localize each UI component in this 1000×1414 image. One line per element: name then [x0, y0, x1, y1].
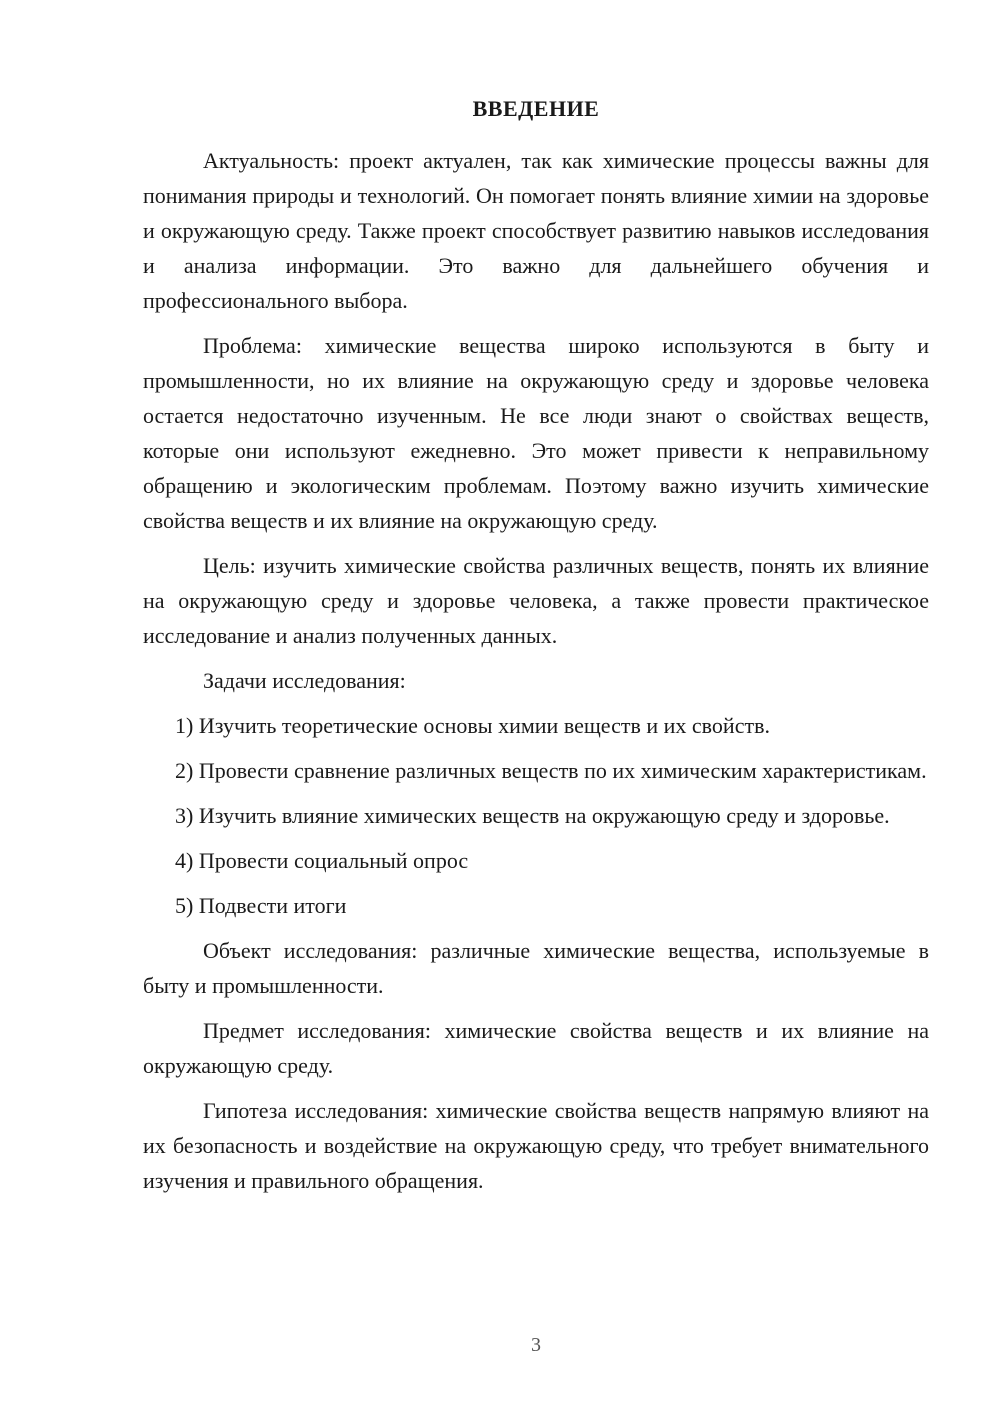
page-number: 3 [531, 1334, 541, 1356]
task-item-2: 2) Провести сравнение различных веществ по их химическим характеристикам. [175, 758, 927, 783]
task-item-3: 3) Изучить влияние химических веществ на окружающую среду и здоровье. [175, 803, 890, 828]
task-item-1: 1) Изучить теоретические основы химии веществ и их свойств. [175, 713, 770, 738]
tasks-heading: Задачи исследования: [203, 668, 406, 693]
paragraph-subject: Предмет исследования: химические свойства веществ и их влияние на окружающую среду. [143, 1018, 929, 1078]
paragraph-hypothesis: Гипотеза исследования: химические свойства веществ напрямую влияют на их безопасность и воздействие на окружающую среду, что требует внимательного изучения и правильного обращения. [143, 1098, 929, 1193]
paragraph-relevance: Актуальность: проект актуален, так как химические процессы важны для понимания природы и технологий. Он помогает понять влияние химии на здоровье и окружающую среду. Также проект способствует развитию навыков исследования и анализа информации. Это важно для дальнейшего обучения и профессионального выбора. [143, 148, 929, 313]
task-item-4: 4) Провести социальный опрос [175, 848, 469, 873]
section-title: ВВЕДЕНИЕ [472, 96, 600, 121]
paragraph-object: Объект исследования: различные химические вещества, используемые в быту и промышленности. [143, 938, 929, 998]
paragraph-goal: Цель: изучить химические свойства различных веществ, понять их влияние на окружающую среду и здоровье человека, а также провести практическое исследование и анализ полученных данных. [143, 553, 929, 648]
paragraph-problem: Проблема: химические вещества широко используются в быту и промышленности, но их влияние на окружающую среду и здоровье человека остается недостаточно изученным. Не все люди знают о свойствах веществ, которые они используют ежедневно. Это может привести к неправильному обращению и экологическим проблемам. Поэтому важно изучить химические свойства веществ и их влияние на окружающую среду. [143, 333, 929, 533]
task-item-5: 5) Подвести итоги [175, 893, 347, 918]
section-body [143, 143, 929, 1208]
